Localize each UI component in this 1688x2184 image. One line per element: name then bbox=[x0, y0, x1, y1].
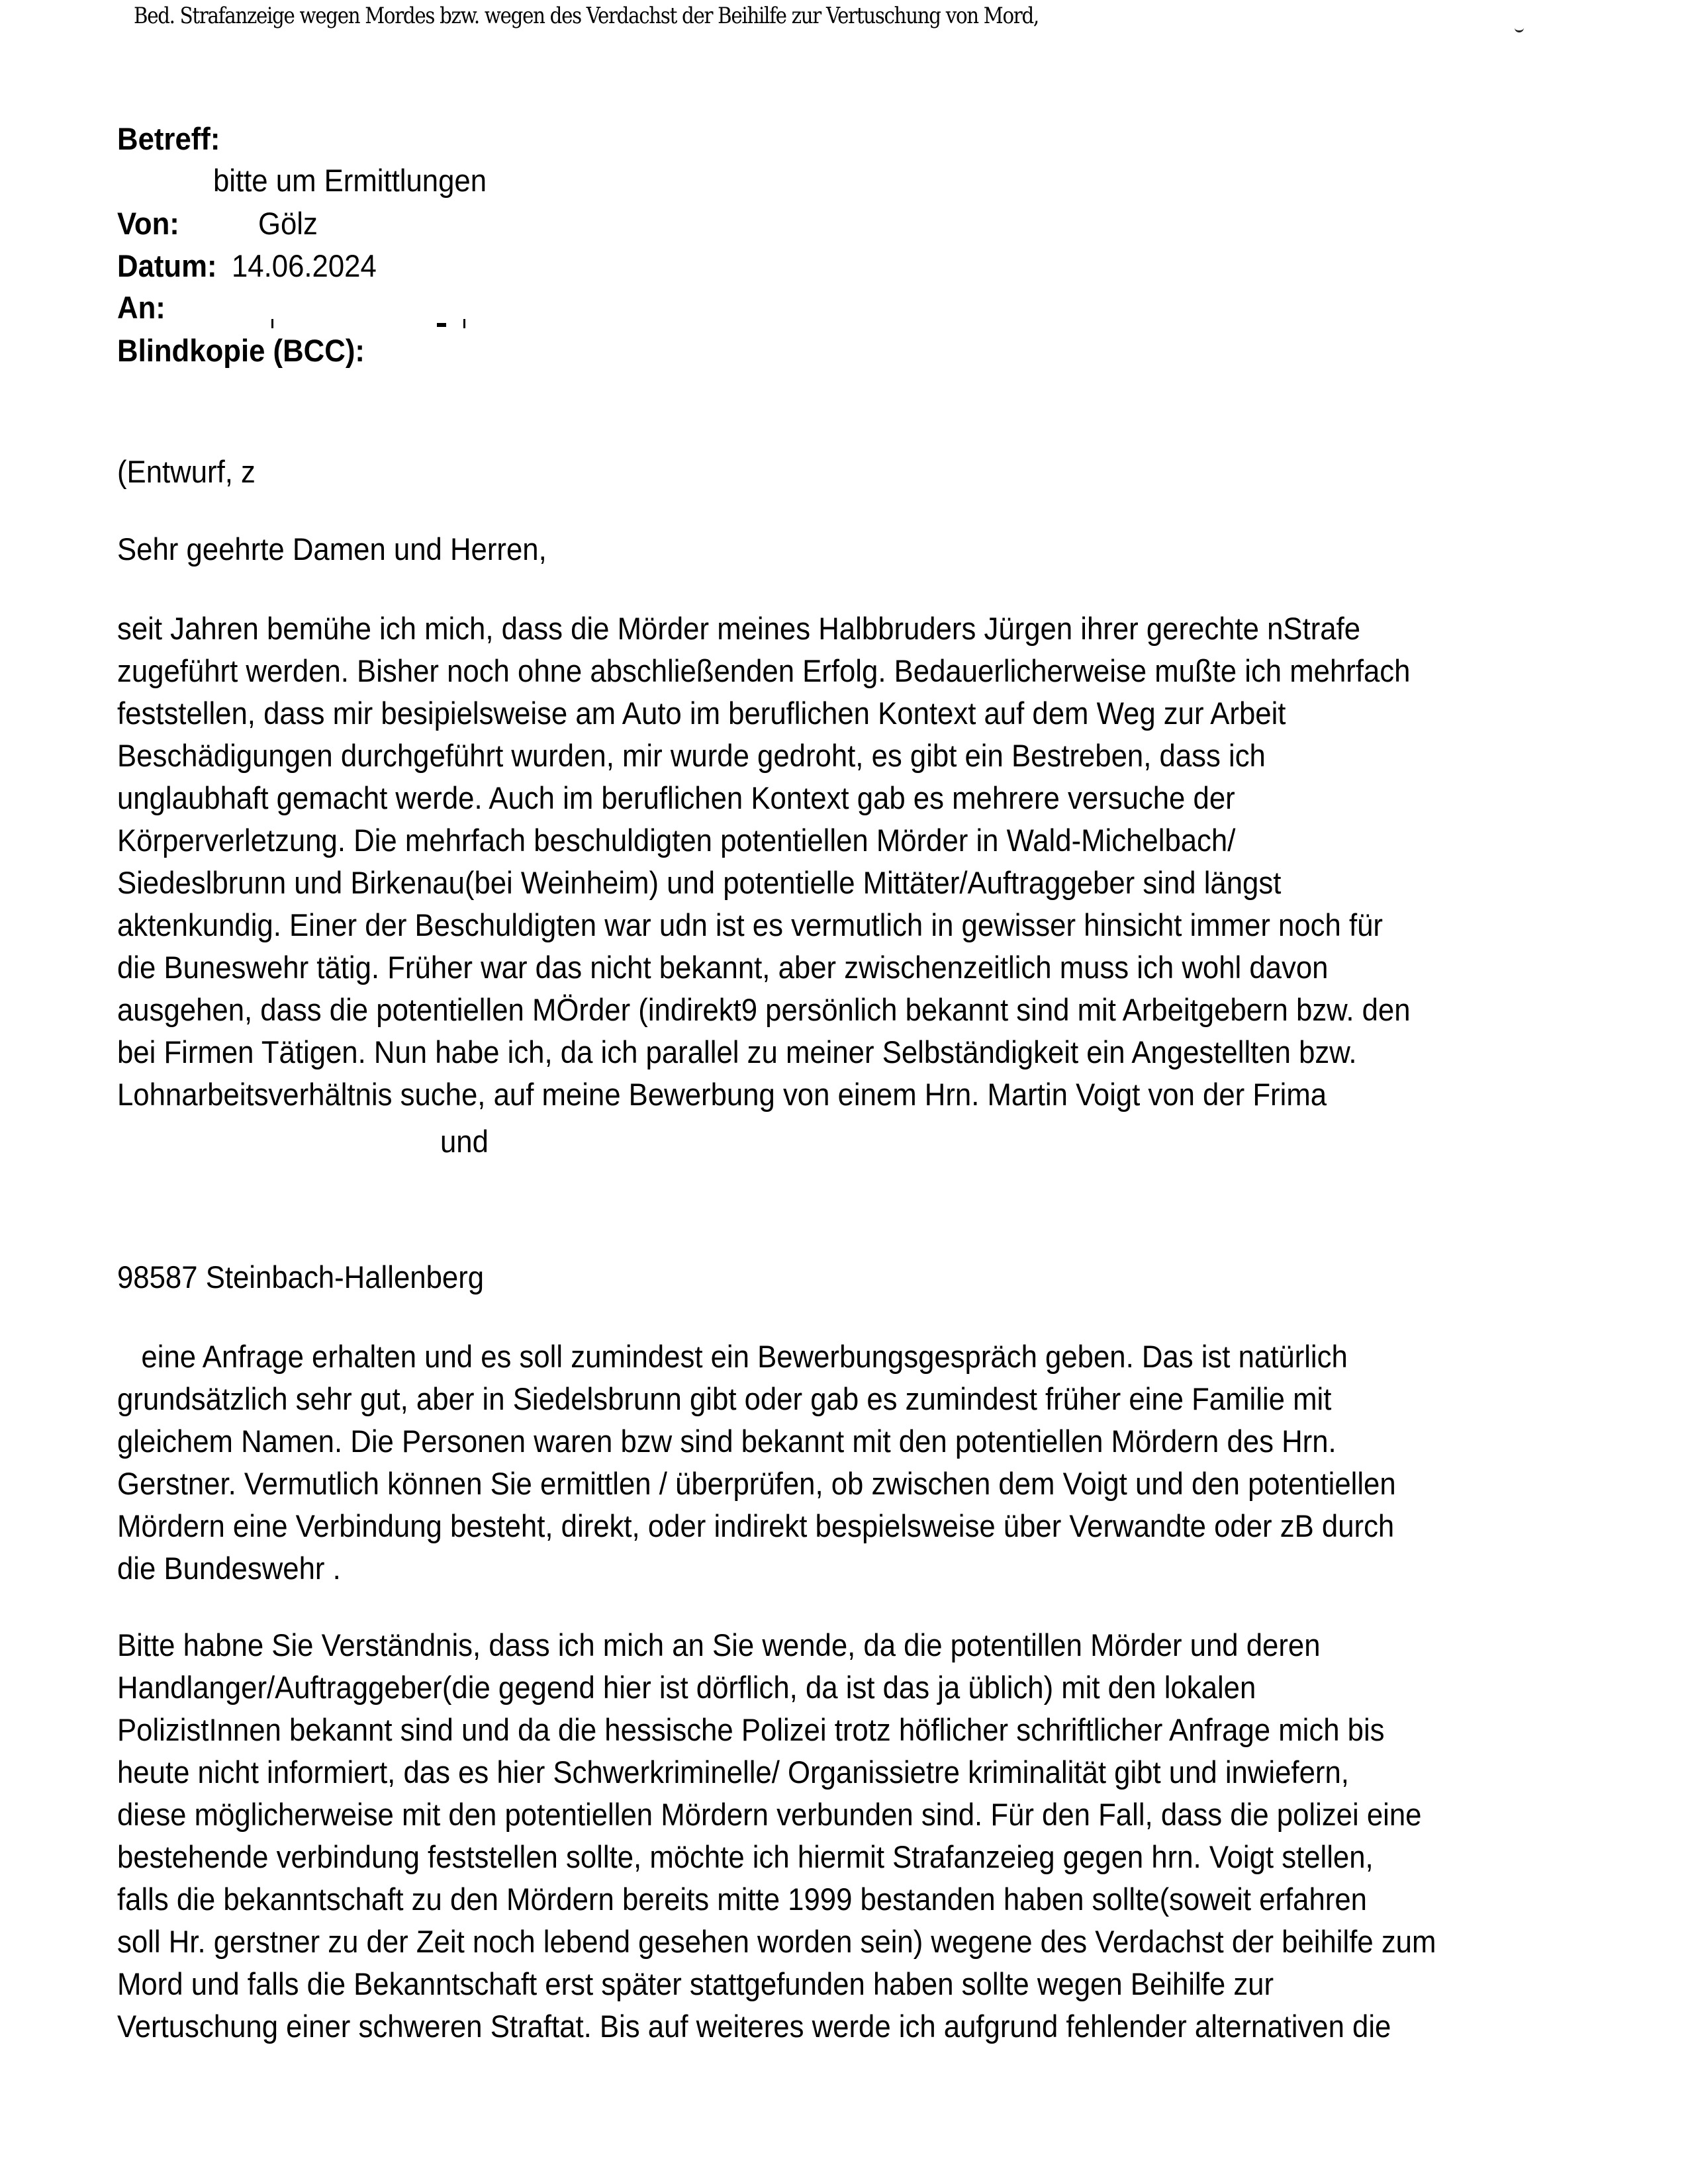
text-line: heute nicht informiert, das es hier Schwerkriminelle/ Organissietre kriminalität gibt und inwiefern, bbox=[117, 1754, 1349, 1790]
text-line: soll Hr. gerstner zu der Zeit noch lebend gesehen worden sein) wegene des Verdachst der beihilfe zum bbox=[117, 1924, 1436, 1959]
from-value: Gölz bbox=[258, 206, 318, 241]
to-label: An: bbox=[117, 290, 165, 325]
text-line: Vertuschung einer schweren Straftat. Bis auf weiteres werde ich aufgrund fehlender alternativen die bbox=[117, 2009, 1391, 2044]
text-line: aktenkundig. Einer der Beschuldigten war udn ist es vermutlich in gewisser hinsicht immer noch für bbox=[117, 907, 1383, 942]
text-line: zugeführt werden. Bisher noch ohne abschließenden Erfolg. Bedauerlicherweise mußte ich mehrfach bbox=[117, 653, 1411, 688]
subject-value: bitte um Ermittlungen bbox=[213, 163, 487, 198]
text-line: Bitte habne Sie Verständnis, dass ich mich an Sie wende, da die potentillen Mörder und deren bbox=[117, 1627, 1321, 1662]
text-line: die Buneswehr tätig. Früher war das nicht bekannt, aber zwischenzeitlich muss ich wohl davon bbox=[117, 950, 1329, 985]
text-line: ausgehen, dass die potentiellen MÖrder (indirekt9 persönlich bekannt sind mit Arbeitgebern bzw. den bbox=[117, 992, 1411, 1027]
text-line: grundsätzlich sehr gut, aber in Siedelsbrunn gibt oder gab es zumindest früher eine Familie mit bbox=[117, 1381, 1332, 1416]
text-line: Handlanger/Auftraggeber(die gegend hier ist dörflich, da ist das ja üblich) mit den lokalen bbox=[117, 1670, 1256, 1705]
text-line: diese möglicherweise mit den potentiellen Mördern verbunden sind. Für den Fall, dass die polizei eine bbox=[117, 1797, 1422, 1832]
date-value: 14.06.2024 bbox=[232, 248, 377, 283]
text-line: Mord und falls die Bekanntschaft erst später stattgefunden haben sollte wegen Beihilfe zur bbox=[117, 1966, 1274, 2001]
text-line: gleichem Namen. Die Personen waren bzw sind bekannt mit den potentiellen Mördern des Hrn. bbox=[117, 1424, 1336, 1459]
corner-mark bbox=[1515, 28, 1524, 32]
text-line: feststellen, dass mir besipielsweise am Auto im beruflichen Kontext auf dem Weg zur Arbeit bbox=[117, 696, 1286, 731]
text-line: die Bundeswehr . bbox=[117, 1551, 341, 1586]
bcc-label: Blindkopie (BCC): bbox=[117, 333, 365, 368]
text-line: seit Jahren bemühe ich mich, dass die Mörder meines Halbbruders Jürgen ihrer gerechte nStrafe bbox=[117, 611, 1361, 646]
text-line: Lohnarbeitsverhältnis suche, auf meine Bewerbung von einem Hrn. Martin Voigt von der Frima bbox=[117, 1077, 1327, 1112]
subject-label: Betreff: bbox=[117, 121, 220, 156]
text-line-trailing: und bbox=[440, 1124, 489, 1159]
text-line: eine Anfrage erhalten und es soll zumindest ein Bewerbungsgespräch geben. Das ist natürlich bbox=[117, 1339, 1348, 1374]
text-line: bei Firmen Tätigen. Nun habe ich, da ich parallel zu meiner Selbständigkeit ein Angestellten bzw. bbox=[117, 1034, 1357, 1069]
clipped-address-line bbox=[117, 1259, 912, 1298]
text-line: bestehende verbindung feststellen sollte, möchte ich hiermit Strafanzeieg gegen hrn. Voigt stellen, bbox=[117, 1839, 1374, 1874]
text-line: falls die bekanntschaft zu den Mördern bereits mitte 1999 bestanden haben sollte(soweit erfahren bbox=[117, 1882, 1367, 1917]
text-line: Gerstner. Vermutlich können Sie ermittlen / überprüfen, ob zwischen dem Voigt und den potentiellen bbox=[117, 1466, 1396, 1501]
from-label: Von: bbox=[117, 206, 179, 241]
text-line: Beschädigungen durchgeführt wurden, mir wurde gedroht, es gibt ein Bestreben, dass ich bbox=[117, 738, 1266, 773]
text-line: Körperverletzung. Die mehrfach beschuldigten potentiellen Mörder in Wald-Michelbach/ bbox=[117, 823, 1236, 858]
document-header-line: Bed. Strafanzeige wegen Mordes bzw. wegen des Verdachst der Beihilfe zur Vertuschung von Mord, bbox=[134, 3, 1039, 29]
text-line: unglaubhaft gemacht werde. Auch im beruflichen Kontext gab es mehrere versuche der bbox=[117, 780, 1235, 815]
greeting: Sehr geehrte Damen und Herren, bbox=[117, 531, 547, 567]
text-line: Mördern eine Verbindung besteht, direkt, oder indirekt bespielsweise über Verwandte oder zB durch bbox=[117, 1508, 1395, 1543]
draft-note: (Entwurf, z bbox=[117, 454, 256, 489]
redacted-recipient bbox=[199, 319, 728, 328]
date-label: Datum: bbox=[117, 248, 217, 283]
text-line: Siedeslbrunn und Birkenau(bei Weinheim) und potentielle Mittäter/Auftraggeber sind längst bbox=[117, 865, 1282, 900]
text-line: PolizistInnen bekannt sind und da die hessische Polizei trotz höflicher schriftlicher Anfrage mich bis bbox=[117, 1712, 1385, 1747]
clipped-address-text: 98587 Steinbach-Hallenberg bbox=[117, 1259, 485, 1295]
